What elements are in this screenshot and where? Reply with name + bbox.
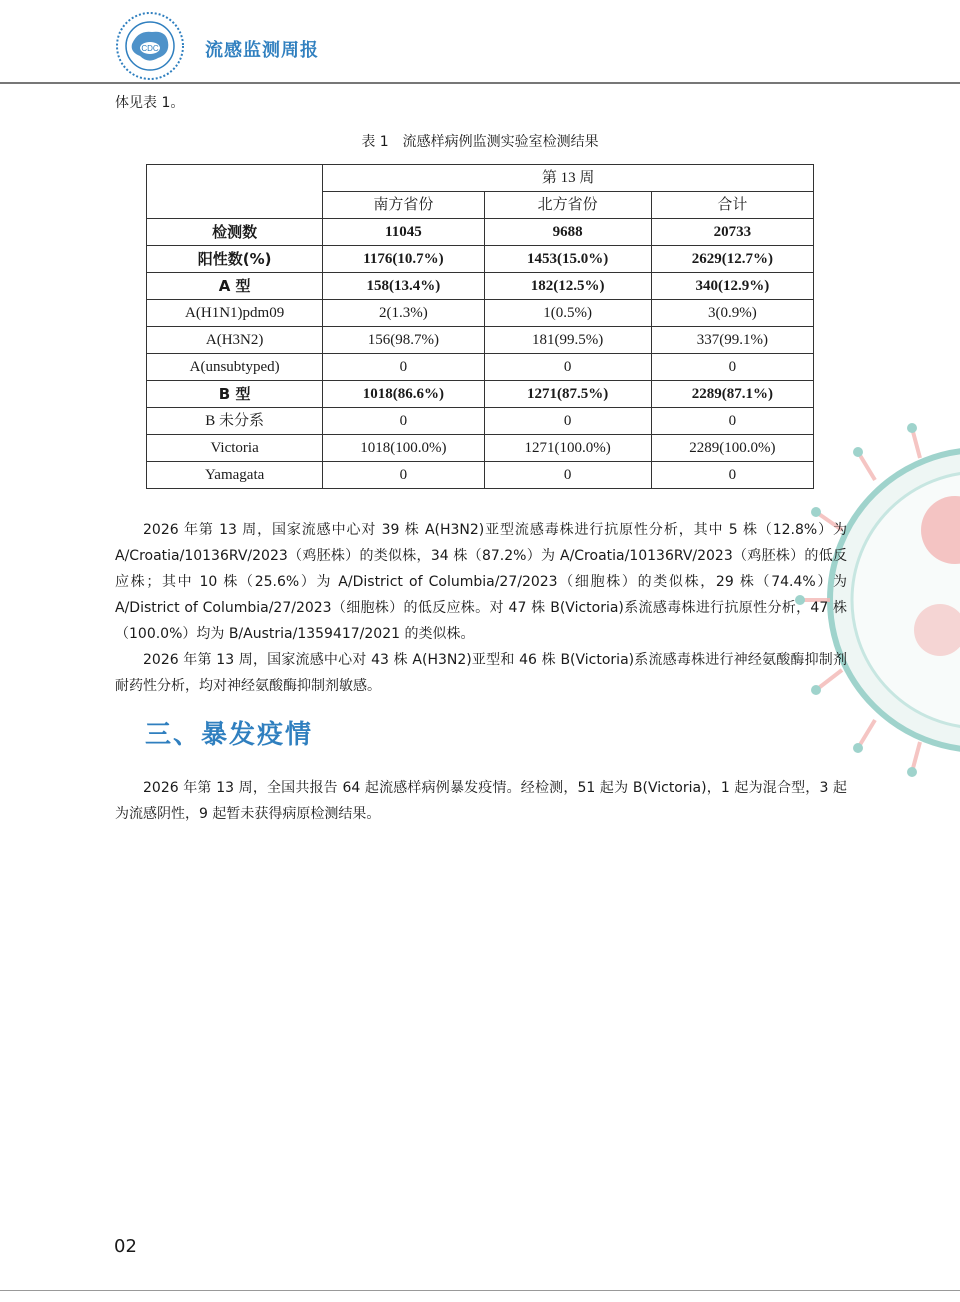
table-cell: 2289(87.1%) [651, 381, 813, 408]
row-label: Victoria [147, 435, 323, 462]
row-label: A(unsubtyped) [147, 354, 323, 381]
table-cell: 1271(87.5%) [484, 381, 651, 408]
row-label: A(H1N1)pdm09 [147, 300, 323, 327]
page-header [0, 0, 960, 84]
table-cell: 0 [323, 408, 484, 435]
column-header: 北方省份 [484, 192, 651, 219]
drug-resistance-paragraph: 2026 年第 13 周，国家流感中心对 43 株 A(H3N2)亚型和 46 株 B(Victoria)系流感毒株进行神经氨酸酶抑制剂耐药性分析，均对神经氨酸酶抑制剂敏感。 [115, 652, 847, 694]
table-cell: 1(0.5%) [484, 300, 651, 327]
table-header-row [147, 165, 814, 192]
table-corner-cell [147, 165, 323, 219]
table-row [147, 219, 814, 246]
row-label: Yamagata [147, 462, 323, 489]
table-cell: 0 [323, 354, 484, 381]
table-cell: 0 [484, 408, 651, 435]
table-cell: 1271(100.0%) [484, 435, 651, 462]
week-header: 第 13 周 [323, 165, 814, 192]
table-row [147, 354, 814, 381]
table-cell: 0 [323, 462, 484, 489]
table-cell: 182(12.5%) [484, 273, 651, 300]
page-number: 02 [114, 1236, 137, 1257]
table-row [147, 273, 814, 300]
row-label: A 型 [147, 273, 323, 300]
table-cell: 0 [651, 462, 813, 489]
table-row [147, 327, 814, 354]
svg-text:CDC: CDC [141, 44, 159, 53]
table-cell: 1018(100.0%) [323, 435, 484, 462]
table-cell: 2629(12.7%) [651, 246, 813, 273]
column-header: 南方省份 [323, 192, 484, 219]
table-row [147, 246, 814, 273]
table-cell: 337(99.1%) [651, 327, 813, 354]
row-label: A(H3N2) [147, 327, 323, 354]
table-row [147, 381, 814, 408]
header-divider [0, 82, 960, 84]
table-cell: 0 [651, 354, 813, 381]
table-cell: 1176(10.7%) [323, 246, 484, 273]
table-cell: 0 [484, 462, 651, 489]
table-cell: 0 [484, 354, 651, 381]
antigenic-analysis-paragraph: 2026 年第 13 周，国家流感中心对 39 株 A(H3N2)亚型流感毒株进行抗原性分析，其中 5 株（12.8%）为 A/Croatia/10136RV/2023（鸡胚株）的类似株，34 株（87.2%）为 A/Croatia/10136RV/2023（鸡胚株）的低反应株；其中 10 株（25.6%）为 A/District of Columbia/27/2023（细胞株）的类似株，29 株（74.4%）为 A/District of Columbia/27/2023（细胞株）的低反应株。对 47 株 B(Victoria)系流感毒株进行抗原性分析，47 株（100.0%）均为 B/Austria/1359417/2021 的类似株。 [115, 522, 847, 642]
table-row [147, 462, 814, 489]
row-label: B 型 [147, 381, 323, 408]
table-cell: 0 [651, 408, 813, 435]
table-cell: 156(98.7%) [323, 327, 484, 354]
table-row [147, 300, 814, 327]
table-cell: 1453(15.0%) [484, 246, 651, 273]
table-cell: 2(1.3%) [323, 300, 484, 327]
cdc-logo-icon [112, 6, 188, 82]
report-title: 流感监测周报 [205, 40, 319, 61]
table-cell: 2289(100.0%) [651, 435, 813, 462]
column-header: 合计 [651, 192, 813, 219]
table-cell: 11045 [323, 219, 484, 246]
lab-results-table [146, 164, 814, 489]
table-cell: 3(0.9%) [651, 300, 813, 327]
table-cell: 340(12.9%) [651, 273, 813, 300]
table-cell: 181(99.5%) [484, 327, 651, 354]
table-row [147, 435, 814, 462]
row-label: B 未分系 [147, 408, 323, 435]
row-label: 阳性数(%) [147, 246, 323, 273]
table-cell: 1018(86.6%) [323, 381, 484, 408]
table-cell: 158(13.4%) [323, 273, 484, 300]
footer-divider [0, 1290, 960, 1291]
row-label: 检测数 [147, 219, 323, 246]
table-row [147, 408, 814, 435]
intro-text: 体见表 1。 [115, 95, 185, 111]
section-heading: 三、暴发疫情 [145, 720, 314, 750]
table-caption: 表 1 流感样病例监测实验室检测结果 [361, 134, 599, 150]
table-cell: 20733 [651, 219, 813, 246]
outbreak-paragraph: 2026 年第 13 周，全国共报告 64 起流感样病例暴发疫情。经检测，51 起为 B(Victoria)，1 起为混合型，3 起为流感阴性，9 起暂未获得病原检测结果。 [115, 780, 847, 822]
table-cell: 9688 [484, 219, 651, 246]
